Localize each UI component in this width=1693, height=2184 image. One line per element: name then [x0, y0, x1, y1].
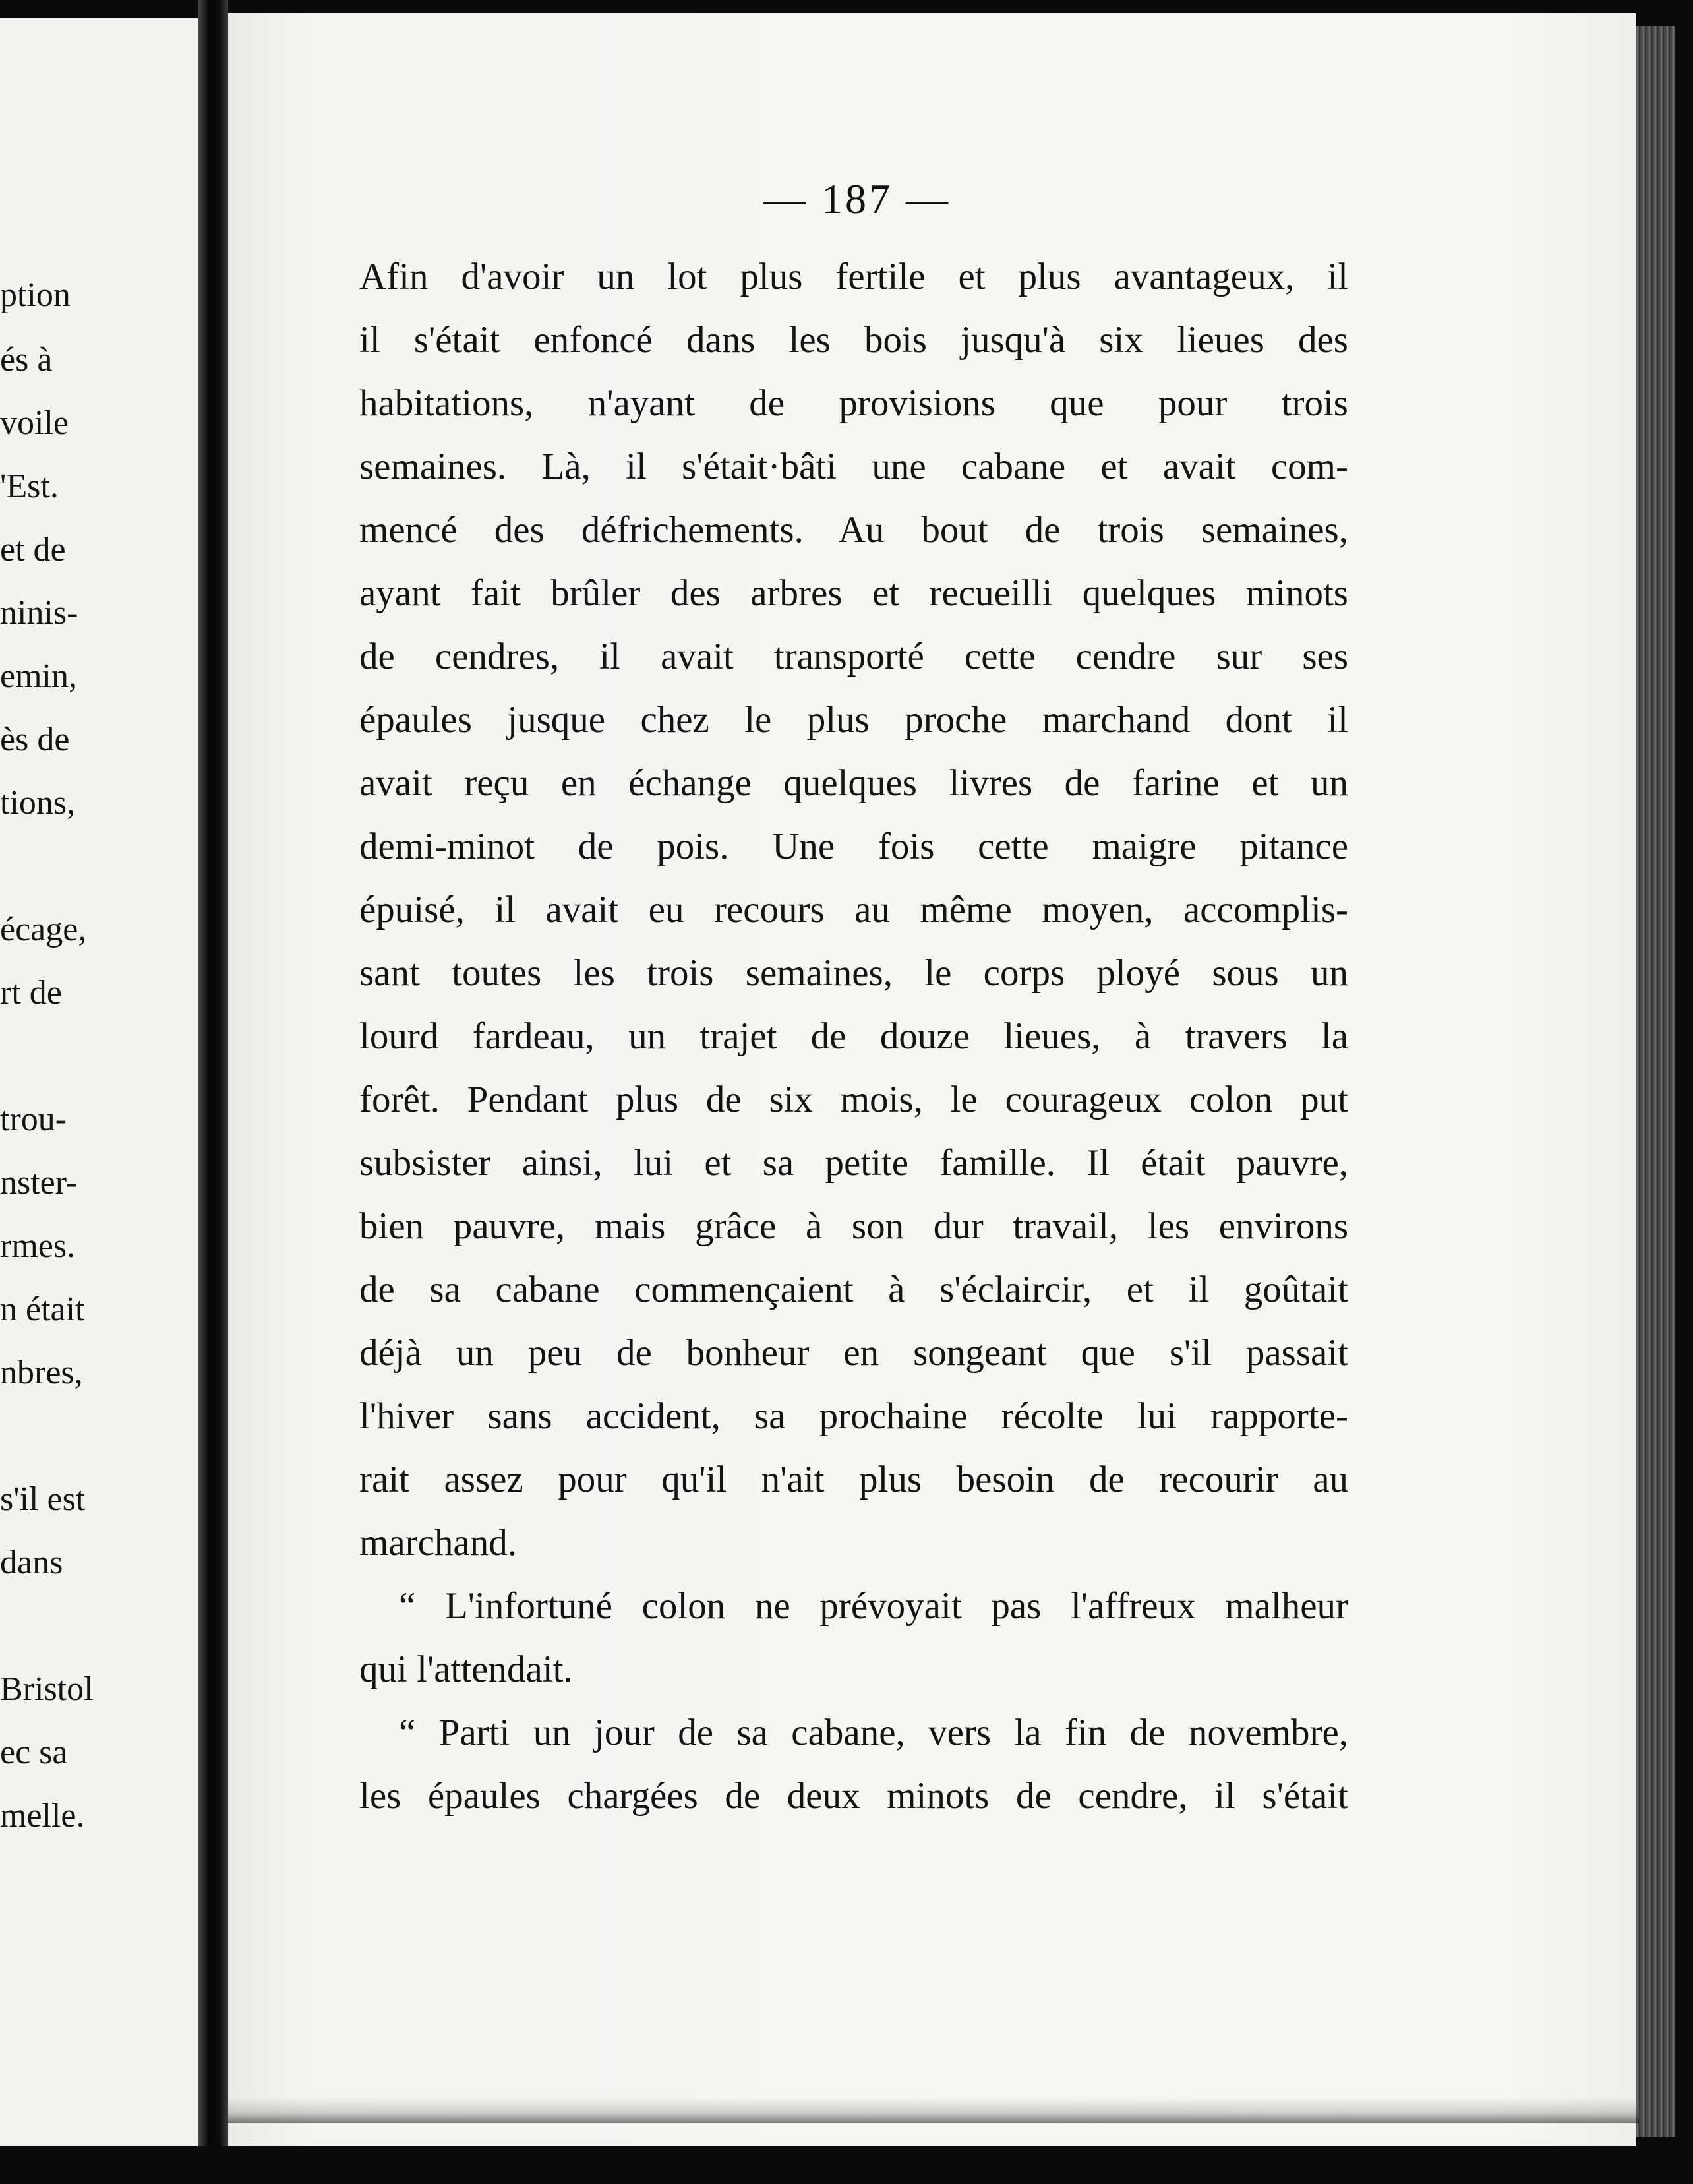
text-line: mencé des défrichements. Au bout de trois semaines, — [359, 509, 1348, 551]
left-line: és à — [0, 341, 53, 379]
left-line: nbres, — [0, 1354, 83, 1391]
scan-border-bottom — [0, 2146, 1693, 2184]
left-line: rmes. — [0, 1227, 76, 1265]
text-line: subsister ainsi, lui et sa petite famille. Il était pauvre, — [359, 1142, 1348, 1184]
text-line: épuisé, il avait eu recours au même moyen, accomplis- — [359, 889, 1348, 930]
left-line: emin, — [0, 657, 77, 695]
text-line: bien pauvre, mais grâce à son dur travail, les environs — [359, 1205, 1348, 1247]
text-line: demi-minot de pois. Une fois cette maigre pitance — [359, 826, 1348, 867]
left-line: ès de — [0, 721, 70, 758]
text-line: ayant fait brûler des arbres et recueilli quelques minots — [359, 572, 1348, 614]
text-line: habitations, n'ayant de provisions que pour trois — [359, 382, 1348, 424]
left-page-text — [0, 18, 198, 2165]
text-line: de sa cabane commençaient à s'éclaircir, et il goûtait — [359, 1269, 1348, 1310]
text-line: les épaules chargées de deux minots de cendre, il s'était — [359, 1775, 1348, 1817]
left-line: et de — [0, 531, 66, 568]
left-line: trou- — [0, 1101, 67, 1138]
book-gutter — [198, 0, 228, 2184]
left-line: ption — [0, 276, 71, 314]
text-line: rait assez pour qu'il n'ait plus besoin de recourir au — [359, 1459, 1348, 1500]
text-line: de cendres, il avait transporté cette cendre sur ses — [359, 636, 1348, 677]
left-line: melle. — [0, 1797, 85, 1835]
left-line: tions, — [0, 784, 76, 822]
text-line: forêt. Pendant plus de six mois, le courageux colon put — [359, 1079, 1348, 1120]
left-line: s'il est — [0, 1480, 86, 1518]
left-line: rt de — [0, 974, 62, 1012]
page-bottom-shadow — [228, 2097, 1639, 2123]
left-line: dans — [0, 1544, 63, 1581]
left-line: 'Est. — [0, 468, 59, 505]
text-line: épaules jusque chez le plus proche marchand dont il — [359, 699, 1348, 741]
text-line: sant toutes les trois semaines, le corps ployé sous un — [359, 952, 1348, 994]
text-line: lourd fardeau, un trajet de douze lieues, à travers la — [359, 1016, 1348, 1057]
left-line: ec sa — [0, 1734, 68, 1771]
text-line: déjà un peu de bonheur en songeant que s'il passait — [359, 1332, 1348, 1374]
left-line: Bristol — [0, 1670, 94, 1708]
left-line: voile — [0, 404, 69, 442]
page-number: — 187 — — [763, 175, 951, 222]
text-line: avait reçu en échange quelques livres de farine et un — [359, 762, 1348, 804]
left-page-fragment — [0, 18, 198, 2165]
text-line: “ L'infortuné colon ne prévoyait pas l'affreux malheur — [399, 1585, 1348, 1627]
left-line: écage, — [0, 911, 87, 948]
left-line: nster- — [0, 1164, 78, 1201]
text-line: “ Parti un jour de sa cabane, vers la fin de novembre, — [399, 1712, 1348, 1753]
text-line: il s'était enfoncé dans les bois jusqu'à six lieues des — [359, 319, 1348, 361]
text-line: semaines. Là, il s'était·bâti une cabane et avait com- — [359, 446, 1348, 487]
text-line: marchand. — [359, 1522, 517, 1563]
left-line: n était — [0, 1290, 85, 1328]
left-line: ninis- — [0, 594, 78, 632]
page-edge — [1636, 26, 1675, 2137]
text-line: l'hiver sans accident, sa prochaine récolte lui rapporte- — [359, 1395, 1348, 1437]
text-line: qui l'attendait. — [359, 1649, 573, 1690]
text-line: Afin d'avoir un lot plus fertile et plus avantageux, il — [359, 256, 1348, 297]
